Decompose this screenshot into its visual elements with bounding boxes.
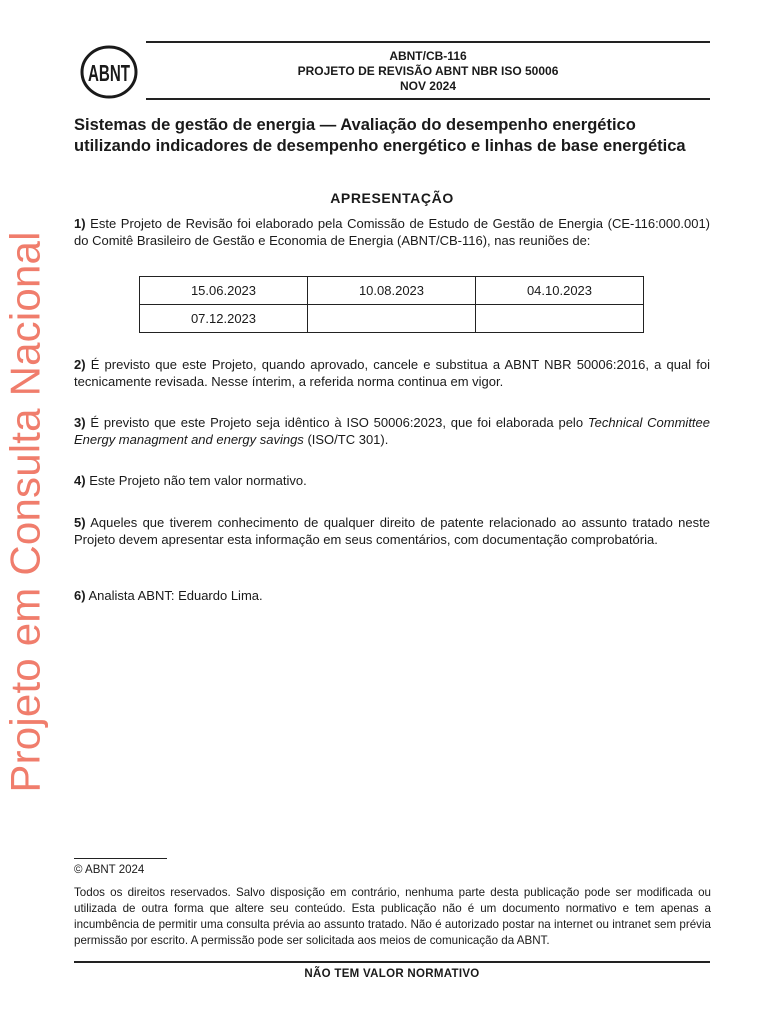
table-row bbox=[140, 305, 644, 333]
item-number: 5) bbox=[74, 515, 86, 530]
item-number: 3) bbox=[74, 415, 86, 430]
item-text: Este Projeto de Revisão foi elaborado pela Comissão de Estudo de Gestão de Energia (CE-116:000.001) do Comitê Brasileiro de Gestão e Economia de Energia (ABNT/CB-116), nas reuniões de: bbox=[74, 216, 710, 248]
item-text: É previsto que este Projeto, quando aprovado, cancele e substitua a ABNT NBR 50006:2016, a qual foi tecnicamente revisada. Nesse ínterim, a referida norma continua em vigor. bbox=[74, 357, 710, 389]
table-cell: 15.06.2023 bbox=[140, 277, 308, 305]
table-cell bbox=[308, 305, 476, 333]
abnt-logo bbox=[80, 45, 138, 99]
item-3 bbox=[74, 414, 710, 448]
section-title: APRESENTAÇÃO bbox=[330, 190, 454, 206]
header-bottom-rule bbox=[146, 98, 710, 100]
item-text-italic: Technical Committee Energy managment and energy savings bbox=[74, 415, 710, 447]
copyright: © ABNT 2024 bbox=[74, 864, 145, 876]
table-cell: 07.12.2023 bbox=[140, 305, 308, 333]
item-text: Analista ABNT: Eduardo Lima. bbox=[88, 588, 263, 603]
item-text: (ISO/TC 301). bbox=[307, 432, 389, 447]
item-5 bbox=[74, 514, 710, 548]
rights-notice: Todos os direitos reservados. Salvo disposição em contrário, nenhuma parte desta publicação pode ser modificada ou utilizada de outra forma que altere seu conteúdo. Esta publicação não é um documento normativo e tem apenas a incumbência de permitir uma consulta prévia ao assunto tratado. Não é autorizado postar na internet ou intranet sem prévia permissão por escrito. A permissão pode ser solicitada aos meios de comunicação da ABNT. bbox=[74, 886, 711, 947]
table-cell bbox=[476, 305, 644, 333]
item-text: Aqueles que tiverem conhecimento de qualquer direito de patente relacionado ao assunto tratado neste Projeto devem apresentar esta informação em seus comentários, com documentação comprobatória. bbox=[74, 515, 710, 547]
watermark-text: Projeto em Consulta Nacional bbox=[2, 231, 49, 793]
item-text: É previsto que este Projeto seja idêntico à ISO 50006:2023, que foi elaborada pelo bbox=[90, 415, 584, 430]
document-title bbox=[74, 115, 714, 157]
footer-rule bbox=[74, 961, 710, 963]
meeting-dates-table bbox=[139, 276, 644, 333]
item-number: 2) bbox=[74, 357, 86, 372]
copyright-rule bbox=[74, 858, 167, 859]
header-committee: ABNT/CB-116 bbox=[389, 49, 467, 63]
table-cell: 10.08.2023 bbox=[308, 277, 476, 305]
item-number: 4) bbox=[74, 473, 86, 488]
watermark bbox=[3, 206, 49, 818]
item-4 bbox=[74, 472, 710, 489]
item-2 bbox=[74, 356, 710, 390]
header-top-rule bbox=[146, 41, 710, 43]
header-date: NOV 2024 bbox=[399, 79, 457, 93]
logo-text: ABNT bbox=[88, 60, 130, 86]
item-number: 6) bbox=[74, 588, 86, 603]
header-project: PROJETO DE REVISÃO ABNT NBR ISO 50006 bbox=[297, 64, 559, 78]
item-number: 1) bbox=[74, 216, 86, 231]
table-row bbox=[140, 277, 644, 305]
table-cell: 04.10.2023 bbox=[476, 277, 644, 305]
footer-text: NÃO TEM VALOR NORMATIVO bbox=[304, 968, 480, 980]
title-line-2: utilizando indicadores de desempenho energético e linhas de base energética bbox=[74, 137, 686, 155]
item-6 bbox=[74, 587, 710, 604]
item-text: Este Projeto não tem valor normativo. bbox=[89, 473, 307, 488]
item-1 bbox=[74, 215, 710, 249]
title-line-1: Sistemas de gestão de energia — Avaliação do desempenho energético bbox=[74, 116, 636, 134]
